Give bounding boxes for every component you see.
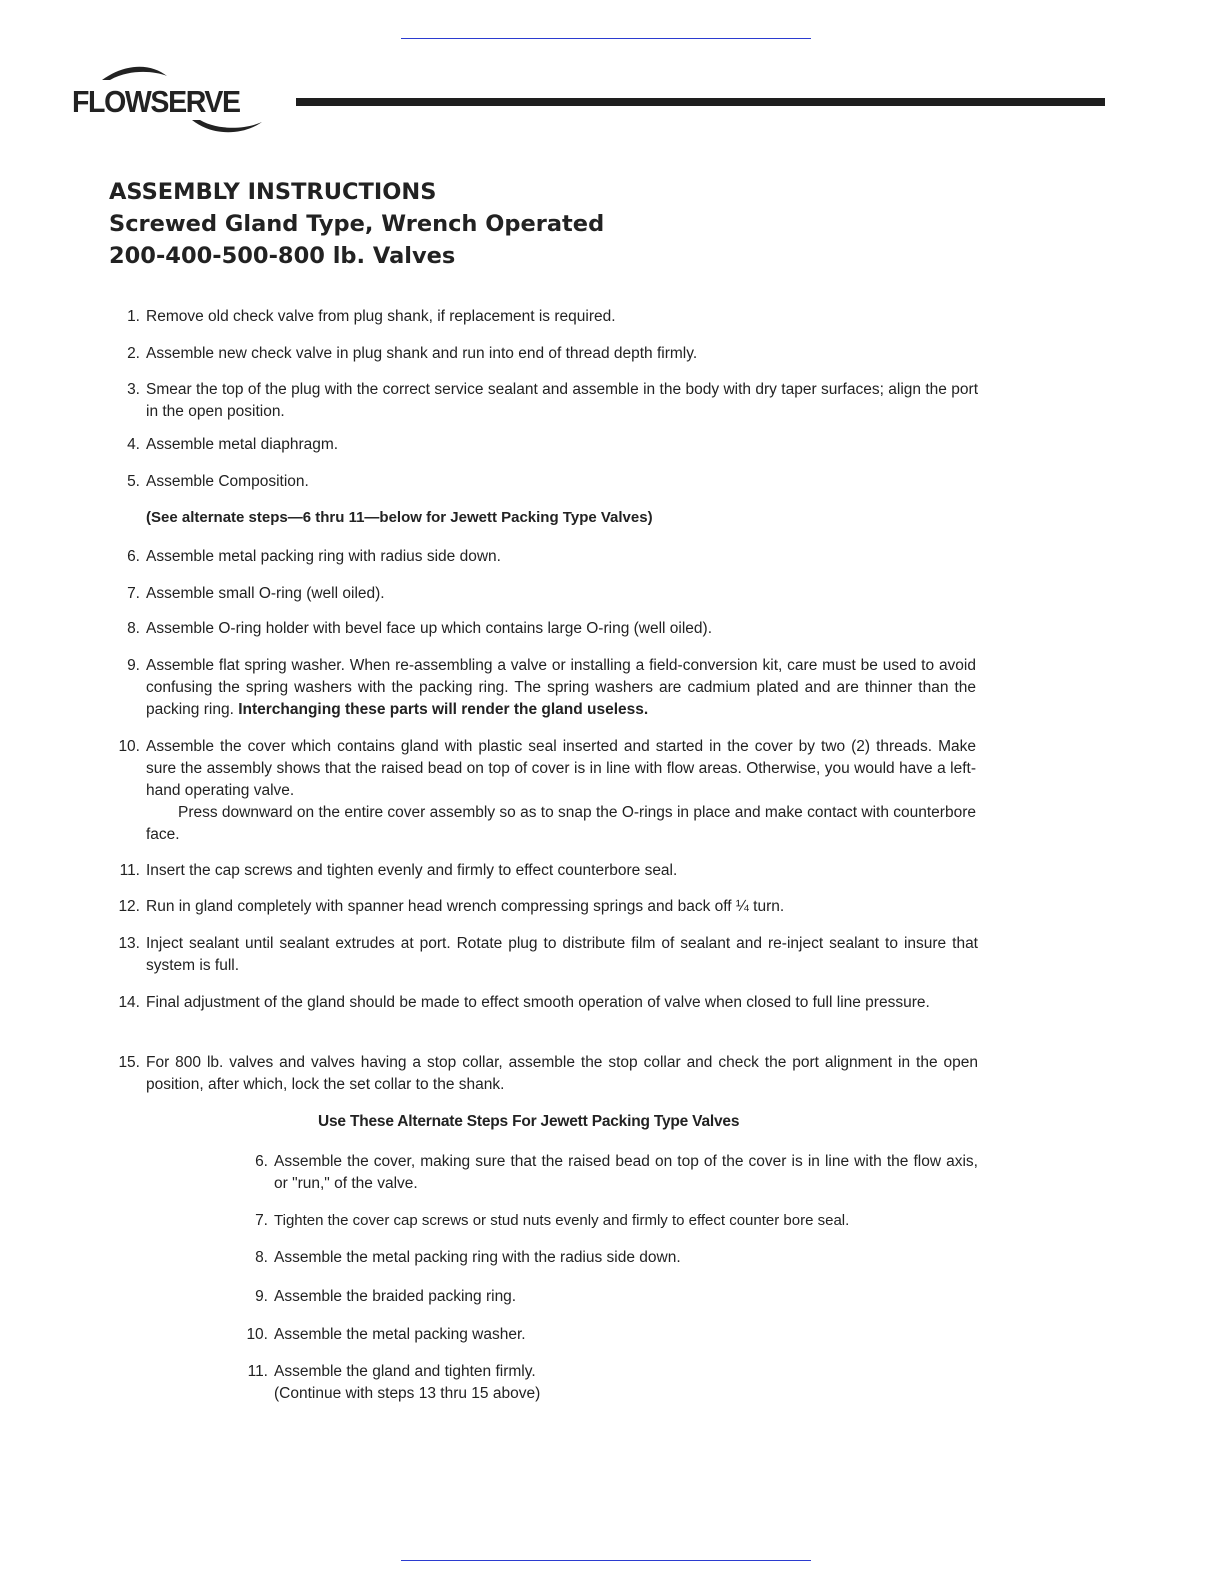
- step-number: 6.: [255, 1153, 268, 1170]
- step-text-main: Assemble the gland and tighten firmly.: [274, 1363, 536, 1380]
- step-number: 10.: [246, 1326, 268, 1343]
- step-text: Assemble the braided packing ring.: [274, 1288, 517, 1305]
- step-text: [146, 736, 976, 846]
- step-text: Assemble the cover, making sure that the raised bead on top of the cover is in line with the flow axis, or "run," of the valve.: [274, 1153, 978, 1192]
- step-number: 11.: [247, 1363, 268, 1380]
- flowserve-logo: [72, 64, 272, 140]
- step-text-continued: (Continue with steps 13 thru 15 above): [274, 1385, 541, 1402]
- step-number: 4.: [127, 436, 140, 453]
- step-text: Assemble metal packing ring with radius side down.: [146, 548, 501, 565]
- step-text: Assemble small O-ring (well oiled).: [146, 585, 385, 602]
- header-bar: [296, 98, 1105, 106]
- logo-text: FLOWSERVE: [72, 84, 240, 119]
- step-number: 8.: [127, 620, 140, 637]
- step-text: Assemble Composition.: [146, 473, 309, 490]
- step-number: 6.: [127, 548, 140, 565]
- page-subtitle-valves: 200-400-500-800 lb. Valves: [109, 243, 456, 269]
- step-number: 9.: [127, 657, 140, 674]
- step-text: [146, 655, 976, 721]
- step-text: Assemble the metal packing washer.: [274, 1326, 526, 1343]
- step-text-main: Assemble the cover which contains gland with plastic seal inserted and started in the cover by two (2) threads. Make sure the assembly shows that the raised bead on top of cover is in line with flow areas. Otherwise, you would have a left-hand operating valve.: [146, 738, 976, 799]
- page-title: ASSEMBLY INSTRUCTIONS: [109, 179, 437, 205]
- step-text: Inject sealant until sealant extrudes at port. Rotate plug to distribute film of sealant and re-inject sealant to insure that system is full.: [146, 935, 978, 974]
- step-number: 7.: [255, 1212, 268, 1229]
- step-warning: Interchanging these parts will render the gland useless.: [238, 701, 649, 718]
- step-number: 8.: [255, 1249, 268, 1266]
- step-text: Final adjustment of the gland should be made to effect smooth operation of valve when closed to full line pressure.: [146, 994, 930, 1011]
- step-number: 11.: [119, 862, 140, 879]
- step-number: 13.: [118, 935, 140, 952]
- page-subtitle: Screwed Gland Type, Wrench Operated: [109, 211, 605, 237]
- step-text-continued: Press downward on the entire cover assembly so as to snap the O-rings in place and make contact with counterbore face.: [146, 804, 976, 843]
- step-text: Assemble the metal packing ring with the radius side down.: [274, 1249, 681, 1266]
- alternate-steps-note: (See alternate steps—6 thru 11—below for Jewett Packing Type Valves): [146, 509, 653, 526]
- step-text: Tighten the cover cap screws or stud nuts evenly and firmly to effect counter bore seal.: [274, 1212, 850, 1229]
- title-block: [109, 176, 604, 272]
- top-divider-line: [401, 38, 811, 39]
- step-text: Assemble metal diaphragm.: [146, 436, 339, 453]
- step-number: 9.: [255, 1288, 268, 1305]
- step-text: Smear the top of the plug with the correct service sealant and assemble in the body with dry taper surfaces; align the port in the open position.: [146, 381, 978, 420]
- alternate-steps-heading: Use These Alternate Steps For Jewett Packing Type Valves: [318, 1113, 740, 1130]
- step-text: [274, 1361, 978, 1405]
- step-number: 1.: [127, 308, 140, 325]
- step-text-main: Assemble flat spring washer. When re-assembling a valve or installing a field-conversion kit, care must be used to avoid confusing the spring washers with the packing ring. The spring washers are cadmium plated and are thinner than the packing ring.: [146, 657, 976, 718]
- step-text: Insert the cap screws and tighten evenly and firmly to effect counterbore seal.: [146, 862, 678, 879]
- step-text: Run in gland completely with spanner head wrench compressing springs and back off ¼ turn.: [146, 898, 785, 915]
- step-number: 3.: [127, 381, 140, 398]
- step-text: Remove old check valve from plug shank, if replacement is required.: [146, 308, 616, 325]
- step-text: Assemble new check valve in plug shank and run into end of thread depth firmly.: [146, 345, 698, 362]
- step-number: 12.: [118, 898, 140, 915]
- step-number: 15.: [118, 1054, 140, 1071]
- step-number: 5.: [127, 473, 140, 490]
- step-number: 7.: [127, 585, 140, 602]
- bottom-divider-line: [401, 1560, 811, 1561]
- step-number: 10.: [118, 738, 140, 755]
- step-number: 2.: [127, 345, 140, 362]
- step-text: For 800 lb. valves and valves having a stop collar, assemble the stop collar and check the port alignment in the open position, after which, lock the set collar to the shank.: [146, 1054, 978, 1093]
- step-text: Assemble O-ring holder with bevel face up which contains large O-ring (well oiled).: [146, 620, 713, 637]
- step-number: 14.: [118, 994, 140, 1011]
